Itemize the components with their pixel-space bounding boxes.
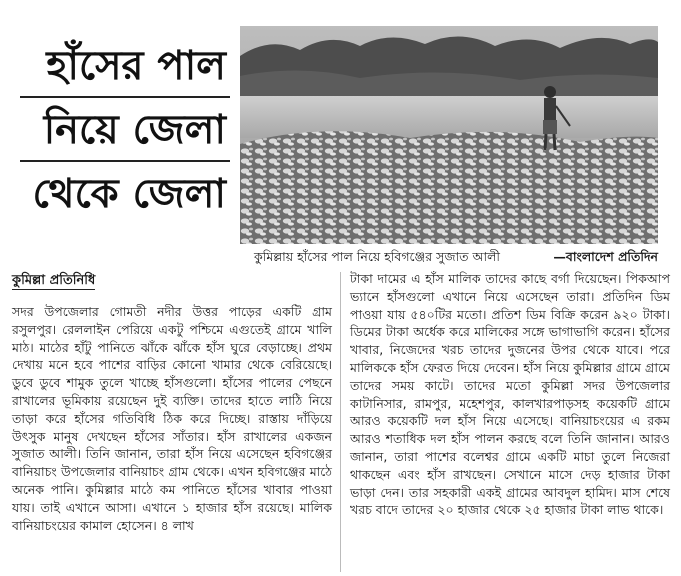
article-column-2 xyxy=(350,270,670,519)
photo-caption-row xyxy=(240,246,660,268)
photo-caption: কুমিল্লায় হাঁসের পাল নিয়ে হবিগঞ্জের সুজাত আলী xyxy=(254,249,500,264)
article-text-col2: টাকা দামের এ হাঁস মালিক তাদের কাছে বর্গা দিয়েছেন। পিকআপ ভ্যানে হাঁসগুলো এখানে নিয়ে এসেছেন তারা। প্রতিদিন ডিম পাওয়া যায় ৫৪০টির মতো। প্রতিশ ডিম বিক্রি করেন ৯২০ টাকা। ডিমের টাকা অর্ধেক করে মালিকের সঙ্গে ভাগাভাগি করেন। হাঁসের খাবার, নিজেদের খরচ তাদের দুজনের উপর থেকে যাবে। পরে মালিককে হাঁস ফেরত দিয়ে দেবেন। হাঁস নিয়ে কুমিল্লার গ্রামে গ্রামে তাদের সময় কাটে। তাদের মতো কুমিল্লা সদর উপজেলার কাটানিসার, রামপুর, মহেশপুর, কালখারপাড়সহ কয়েকটি গ্রামে আরও কয়েকটি দল হাঁস নিয়ে এসেছে। বানিয়াচংয়ের এ রকম আরও শতাধিক দল হাঁস পালন করছে বলে তিনি জানান। আরও জানান, তারা পাশের বলেশ্বর গ্রামে একটি মাচা তুলে নিজেরা থাকছেন এবং হাঁস রাখছেন। সেখানে মাসে দেড় হাজার টাকা ভাড়া দেন। তার সহকারী একই গ্রামের আবদুল হামিদ। মাস শেষে খরচ বাদে তাদের ২০ হাজার থেকে ২৫ হাজার টাকা লাভ থাকে। xyxy=(350,271,670,518)
ducks-photo-illustration xyxy=(240,26,658,244)
column-divider xyxy=(340,272,341,572)
headline-rule-2 xyxy=(20,160,230,162)
headline-rule-1 xyxy=(20,96,230,98)
byline xyxy=(12,271,332,291)
article-text-col1: সদর উপজেলার গোমতী নদীর উত্তর পাড়ের একটি গ্রাম রসুলপুর। রেললাইন পেরিয়ে একটু পশ্চিমে এগুতেই গ্রামে খালি মাঠ। মাঠের হাঁটু পানিতে ঝাঁকে ঝাঁকে হাঁস ঘুরে বেড়াচ্ছে। প্রথম দেখায় মনে হবে পাশের বাড়ির কোনো খামার থেকে বেরিয়েছে। ডুবে ডুবে শামুক তুলে খাচ্ছে হাঁসগুলো। হাঁসের পালের পেছনে রাখালের ভূমিকায় রয়েছেন দুই ব্যক্তি। তাদের হাতে লাঠি নিয়ে তাড়া করে হাঁসের গতিবিধি ঠিক করে দিচ্ছে। রাস্তায় দাঁড়িয়ে উৎসুক মানুষ দেখছেন হাঁসের সাঁতার। হাঁস রাখালের একজন সুজাত আলী। তিনি জানান, তারা হাঁস নিয়ে এসেছেন হবিগঞ্জের বানিয়াচং উপজেলার বানিয়াচং গ্রাম থেকে। এখন হবিগঞ্জের মাঠে অনেক পানি। কুমিল্লার মাঠে কম পানিতে হাঁসের খাবার পাওয়া যায়। তাই এখানে আসা। এখানে ১ হাজার হাঁস রয়েছে। মালিক বানিয়াচংয়ের কামাল হোসেন। ৪ লাখ xyxy=(12,304,332,533)
photo-credit: —বাংলাদেশ প্রতিদিন xyxy=(553,249,658,264)
article-column-1 xyxy=(12,303,332,534)
byline-text: কুমিল্লা প্রতিনিধি xyxy=(12,273,96,288)
ducks-photo xyxy=(240,26,658,244)
headline-line-3: থেকে জেলা xyxy=(32,170,226,217)
headline xyxy=(12,40,230,220)
headline-line-2: নিয়ে জেলা xyxy=(43,106,226,153)
headline-line-1: হাঁসের পাল xyxy=(46,42,226,89)
